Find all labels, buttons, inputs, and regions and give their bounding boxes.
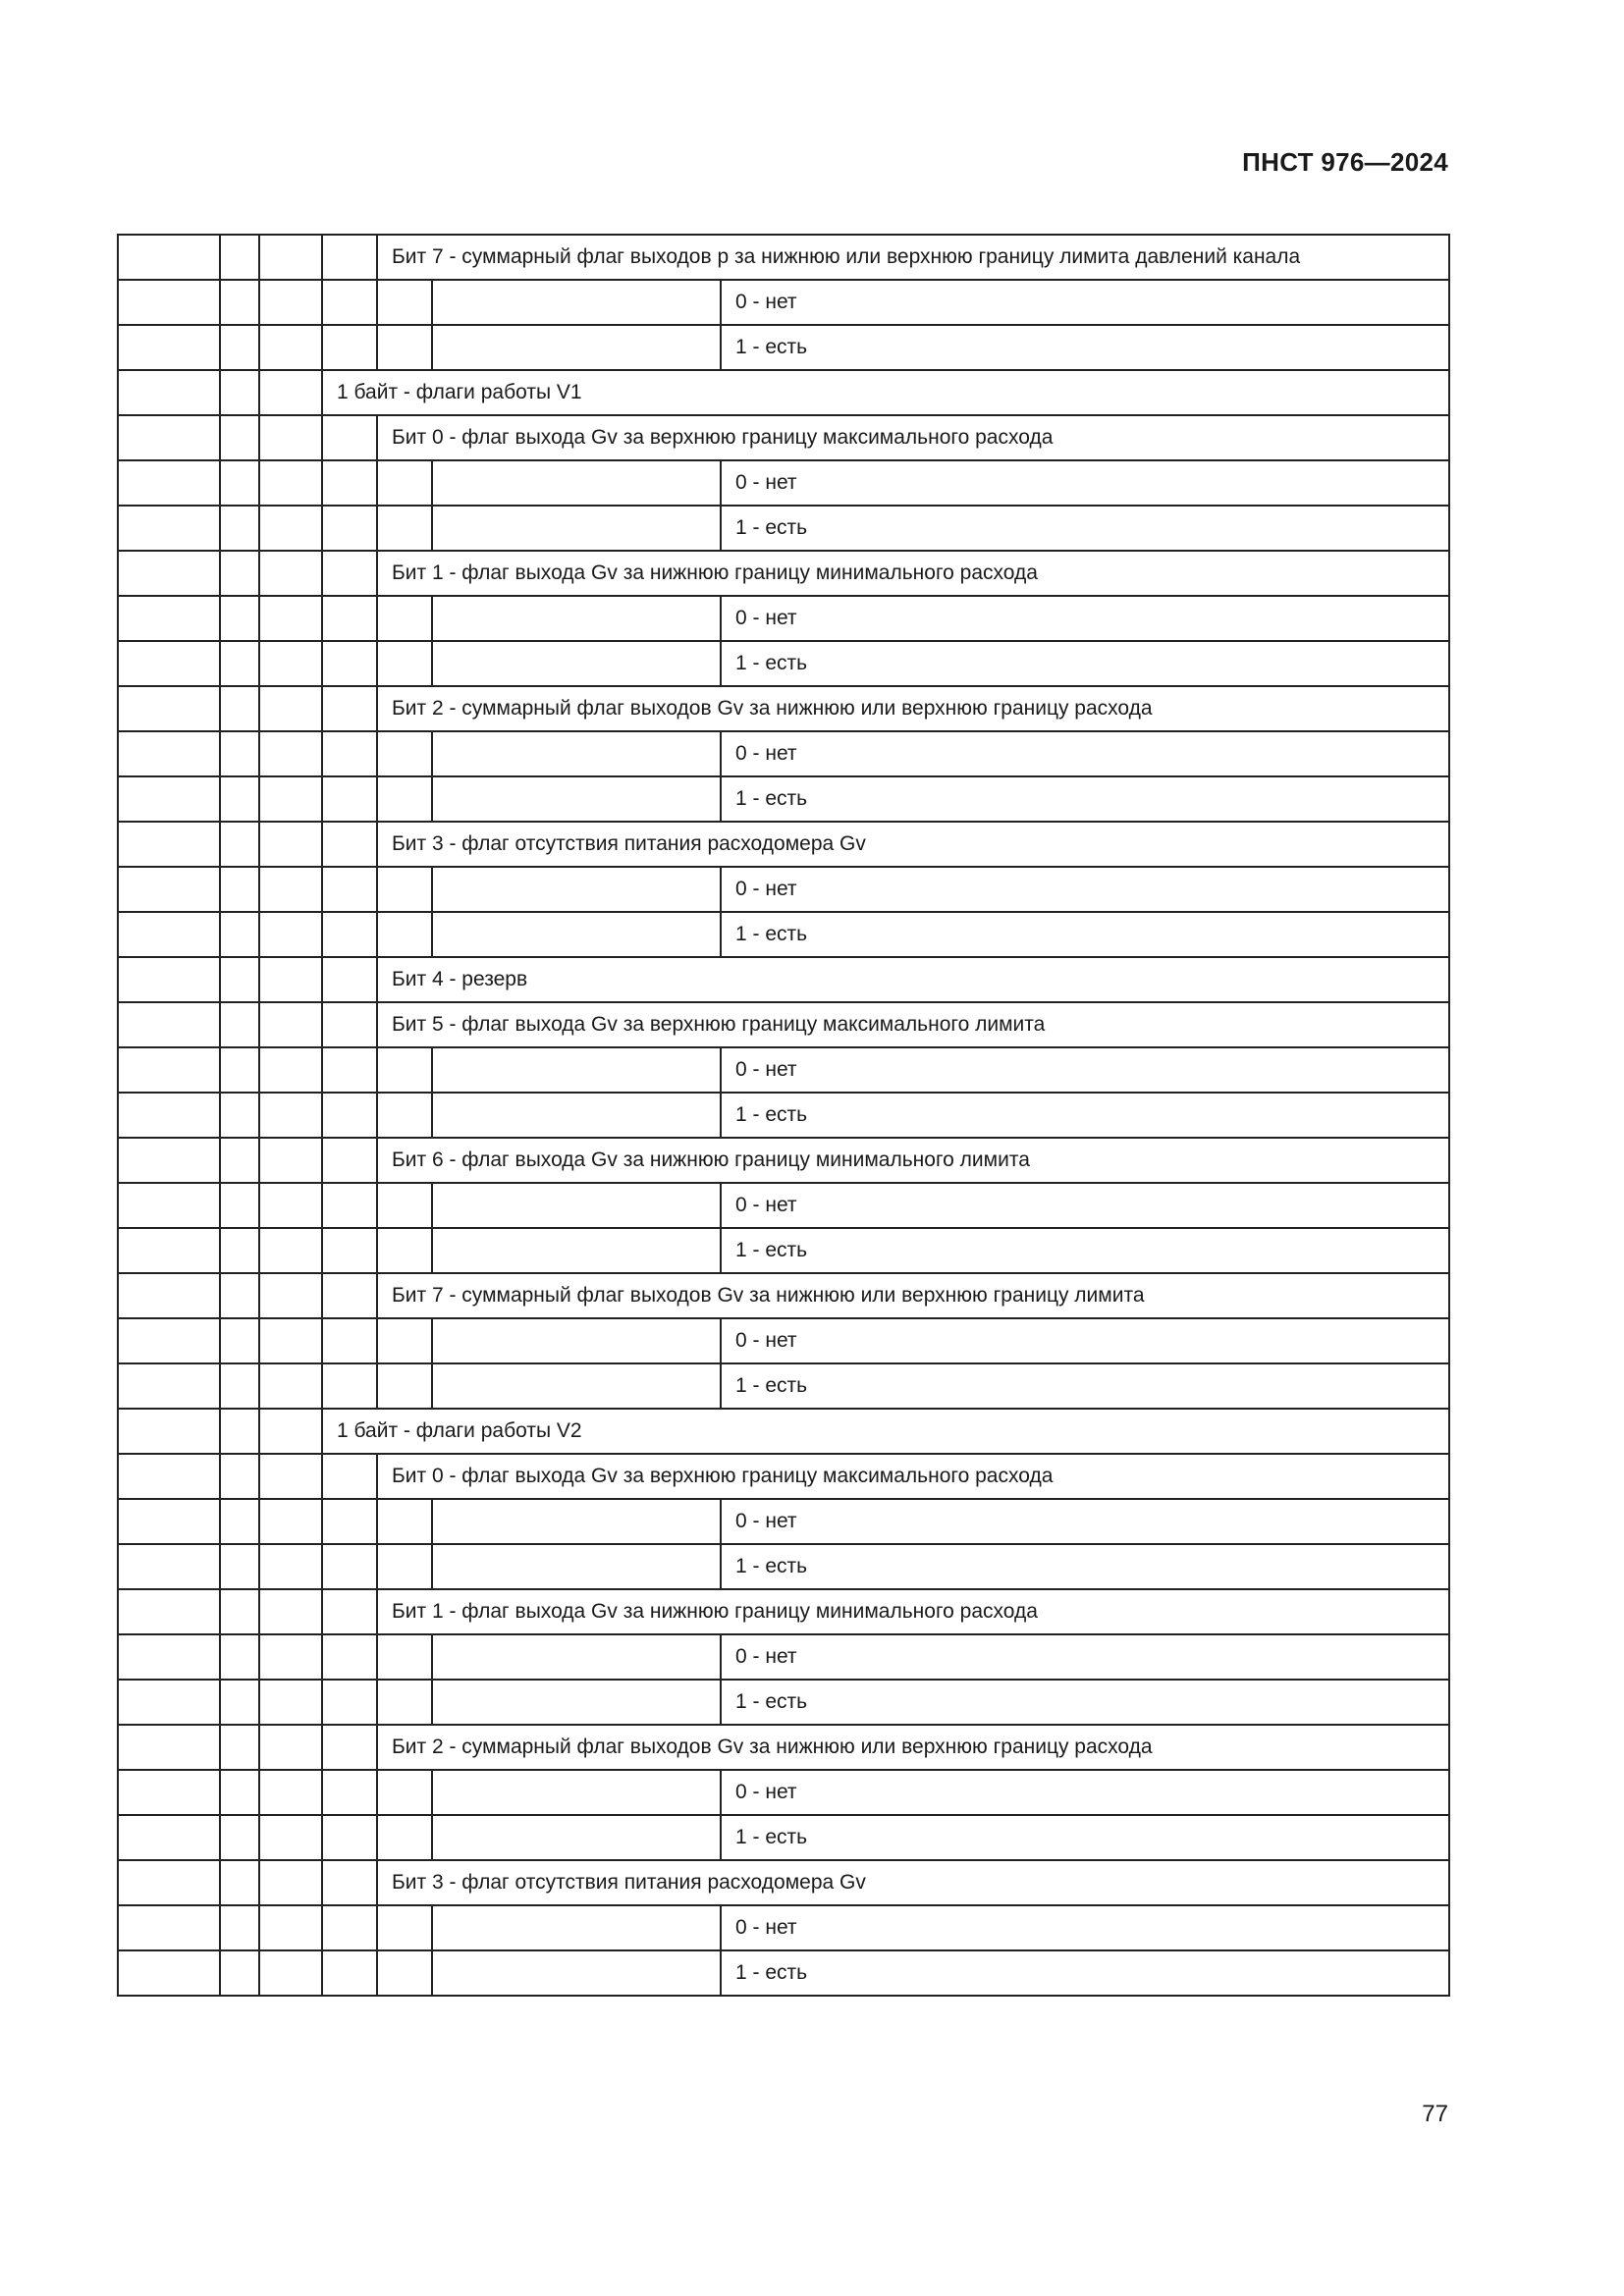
table-row-byte xyxy=(118,370,1449,415)
empty-cell xyxy=(259,1318,322,1363)
empty-cell xyxy=(259,1950,322,1996)
bit-description-cell: Бит 4 - резерв xyxy=(377,957,1449,1002)
value-description-cell: 1 - есть xyxy=(721,1815,1449,1860)
empty-cell xyxy=(118,1634,220,1680)
table-row-value xyxy=(118,1318,1449,1363)
empty-cell xyxy=(259,460,322,506)
table-row-value xyxy=(118,1499,1449,1544)
table-row-value xyxy=(118,1950,1449,1996)
value-description-cell: 0 - нет xyxy=(721,1183,1449,1228)
empty-cell xyxy=(377,1228,432,1273)
empty-cell xyxy=(322,1273,377,1318)
empty-cell xyxy=(259,325,322,370)
empty-cell xyxy=(377,1499,432,1544)
empty-cell xyxy=(432,1318,721,1363)
empty-cell xyxy=(377,1183,432,1228)
table-row-bit xyxy=(118,957,1449,1002)
empty-cell xyxy=(220,686,259,731)
empty-cell xyxy=(432,280,721,325)
empty-cell xyxy=(322,551,377,596)
empty-cell xyxy=(259,506,322,551)
empty-cell xyxy=(377,596,432,641)
value-description-cell: 0 - нет xyxy=(721,1318,1449,1363)
table-row-value xyxy=(118,912,1449,957)
empty-cell xyxy=(220,1183,259,1228)
table-row-byte xyxy=(118,1409,1449,1454)
value-description-cell: 1 - есть xyxy=(721,912,1449,957)
empty-cell xyxy=(118,731,220,776)
empty-cell xyxy=(118,1544,220,1589)
bit-description-cell: Бит 2 - суммарный флаг выходов Gv за нижнюю или верхнюю границу расхода xyxy=(377,686,1449,731)
table-row-value xyxy=(118,1680,1449,1725)
empty-cell xyxy=(220,776,259,822)
empty-cell xyxy=(322,1860,377,1905)
empty-cell xyxy=(432,1905,721,1950)
empty-cell xyxy=(259,957,322,1002)
value-description-cell: 0 - нет xyxy=(721,1770,1449,1815)
empty-cell xyxy=(432,912,721,957)
empty-cell xyxy=(322,641,377,686)
table-row-value xyxy=(118,280,1449,325)
empty-cell xyxy=(322,1138,377,1183)
empty-cell xyxy=(118,822,220,867)
bit-description-cell: Бит 3 - флаг отсутствия питания расходомера Gv xyxy=(377,1860,1449,1905)
empty-cell xyxy=(118,506,220,551)
empty-cell xyxy=(118,460,220,506)
empty-cell xyxy=(432,1047,721,1093)
empty-cell xyxy=(259,1138,322,1183)
empty-cell xyxy=(118,1905,220,1950)
empty-cell xyxy=(118,1815,220,1860)
empty-cell xyxy=(322,1589,377,1634)
empty-cell xyxy=(118,1589,220,1634)
bit-description-cell: Бит 2 - суммарный флаг выходов Gv за нижнюю или верхнюю границу расхода xyxy=(377,1725,1449,1770)
register-flags-table-container xyxy=(117,234,1448,1997)
empty-cell xyxy=(118,1409,220,1454)
empty-cell xyxy=(220,1725,259,1770)
empty-cell xyxy=(118,957,220,1002)
empty-cell xyxy=(432,867,721,912)
empty-cell xyxy=(220,1544,259,1589)
table-row-bit xyxy=(118,1002,1449,1047)
table-row-value xyxy=(118,1183,1449,1228)
empty-cell xyxy=(377,731,432,776)
empty-cell xyxy=(377,1950,432,1996)
empty-cell xyxy=(377,280,432,325)
empty-cell xyxy=(377,1363,432,1409)
empty-cell xyxy=(259,1093,322,1138)
empty-cell xyxy=(118,1183,220,1228)
table-row-value xyxy=(118,731,1449,776)
empty-cell xyxy=(377,325,432,370)
empty-cell xyxy=(220,415,259,460)
value-description-cell: 0 - нет xyxy=(721,731,1449,776)
empty-cell xyxy=(377,460,432,506)
empty-cell xyxy=(220,867,259,912)
table-row-bit xyxy=(118,1138,1449,1183)
empty-cell xyxy=(220,1047,259,1093)
empty-cell xyxy=(220,1770,259,1815)
register-flags-table xyxy=(117,234,1450,1997)
empty-cell xyxy=(220,957,259,1002)
empty-cell xyxy=(322,957,377,1002)
bit-description-cell: Бит 5 - флаг выхода Gv за верхнюю границу максимального лимита xyxy=(377,1002,1449,1047)
empty-cell xyxy=(259,1002,322,1047)
empty-cell xyxy=(259,1634,322,1680)
table-row-value xyxy=(118,1363,1449,1409)
value-description-cell: 1 - есть xyxy=(721,1950,1449,1996)
empty-cell xyxy=(220,1589,259,1634)
table-row-bit xyxy=(118,686,1449,731)
empty-cell xyxy=(259,1183,322,1228)
empty-cell xyxy=(322,460,377,506)
empty-cell xyxy=(322,596,377,641)
empty-cell xyxy=(118,596,220,641)
empty-cell xyxy=(432,1228,721,1273)
empty-cell xyxy=(220,325,259,370)
empty-cell xyxy=(322,867,377,912)
empty-cell xyxy=(220,1680,259,1725)
empty-cell xyxy=(220,1950,259,1996)
value-description-cell: 0 - нет xyxy=(721,1634,1449,1680)
empty-cell xyxy=(322,1228,377,1273)
empty-cell xyxy=(220,1318,259,1363)
empty-cell xyxy=(259,776,322,822)
value-description-cell: 1 - есть xyxy=(721,506,1449,551)
empty-cell xyxy=(220,731,259,776)
empty-cell xyxy=(432,1544,721,1589)
empty-cell xyxy=(220,596,259,641)
empty-cell xyxy=(259,1544,322,1589)
empty-cell xyxy=(377,1093,432,1138)
empty-cell xyxy=(322,1905,377,1950)
empty-cell xyxy=(118,1680,220,1725)
empty-cell xyxy=(118,1228,220,1273)
bit-description-cell: Бит 6 - флаг выхода Gv за нижнюю границу минимального лимита xyxy=(377,1138,1449,1183)
empty-cell xyxy=(118,1273,220,1318)
empty-cell xyxy=(322,1047,377,1093)
empty-cell xyxy=(322,776,377,822)
empty-cell xyxy=(118,867,220,912)
table-row-bit xyxy=(118,1454,1449,1499)
empty-cell xyxy=(322,1725,377,1770)
empty-cell xyxy=(220,280,259,325)
empty-cell xyxy=(377,867,432,912)
value-description-cell: 0 - нет xyxy=(721,596,1449,641)
empty-cell xyxy=(432,1183,721,1228)
empty-cell xyxy=(432,1634,721,1680)
empty-cell xyxy=(432,460,721,506)
empty-cell xyxy=(259,1363,322,1409)
empty-cell xyxy=(432,1950,721,1996)
table-row-value xyxy=(118,1544,1449,1589)
empty-cell xyxy=(377,912,432,957)
value-description-cell: 1 - есть xyxy=(721,1093,1449,1138)
empty-cell xyxy=(118,415,220,460)
empty-cell xyxy=(220,1815,259,1860)
value-description-cell: 0 - нет xyxy=(721,867,1449,912)
empty-cell xyxy=(377,776,432,822)
empty-cell xyxy=(322,415,377,460)
empty-cell xyxy=(259,867,322,912)
empty-cell xyxy=(322,1815,377,1860)
empty-cell xyxy=(118,1318,220,1363)
empty-cell xyxy=(432,325,721,370)
table-row-value xyxy=(118,460,1449,506)
empty-cell xyxy=(220,1454,259,1499)
table-row-bit xyxy=(118,822,1449,867)
value-description-cell: 0 - нет xyxy=(721,280,1449,325)
empty-cell xyxy=(259,641,322,686)
empty-cell xyxy=(322,822,377,867)
value-description-cell: 1 - есть xyxy=(721,1680,1449,1725)
empty-cell xyxy=(377,1905,432,1950)
value-description-cell: 1 - есть xyxy=(721,1228,1449,1273)
empty-cell xyxy=(432,1770,721,1815)
empty-cell xyxy=(259,1770,322,1815)
empty-cell xyxy=(220,1409,259,1454)
empty-cell xyxy=(322,1093,377,1138)
empty-cell xyxy=(322,1363,377,1409)
table-row-value xyxy=(118,1047,1449,1093)
empty-cell xyxy=(259,822,322,867)
empty-cell xyxy=(322,1770,377,1815)
table-row-value xyxy=(118,596,1449,641)
empty-cell xyxy=(118,1093,220,1138)
table-row-bit xyxy=(118,1589,1449,1634)
empty-cell xyxy=(377,1318,432,1363)
empty-cell xyxy=(322,1183,377,1228)
value-description-cell: 1 - есть xyxy=(721,776,1449,822)
value-description-cell: 0 - нет xyxy=(721,460,1449,506)
bit-description-cell: Бит 7 - суммарный флаг выходов Gv за нижнюю или верхнюю границу лимита xyxy=(377,1273,1449,1318)
bit-description-cell: Бит 0 - флаг выхода Gv за верхнюю границу максимального расхода xyxy=(377,415,1449,460)
empty-cell xyxy=(322,1950,377,1996)
table-row-bit xyxy=(118,1273,1449,1318)
empty-cell xyxy=(432,1499,721,1544)
empty-cell xyxy=(220,1499,259,1544)
empty-cell xyxy=(377,506,432,551)
empty-cell xyxy=(377,1544,432,1589)
value-description-cell: 1 - есть xyxy=(721,641,1449,686)
empty-cell xyxy=(377,641,432,686)
empty-cell xyxy=(118,686,220,731)
bit-description-cell: Бит 0 - флаг выхода Gv за верхнюю границу максимального расхода xyxy=(377,1454,1449,1499)
empty-cell xyxy=(322,506,377,551)
table-row-bit xyxy=(118,1860,1449,1905)
empty-cell xyxy=(118,776,220,822)
empty-cell xyxy=(118,1725,220,1770)
empty-cell xyxy=(322,1002,377,1047)
value-description-cell: 0 - нет xyxy=(721,1905,1449,1950)
value-description-cell: 0 - нет xyxy=(721,1047,1449,1093)
table-row-bit xyxy=(118,415,1449,460)
empty-cell xyxy=(259,1409,322,1454)
table-row-value xyxy=(118,776,1449,822)
empty-cell xyxy=(432,506,721,551)
table-row-bit xyxy=(118,235,1449,280)
empty-cell xyxy=(118,1047,220,1093)
empty-cell xyxy=(432,1093,721,1138)
empty-cell xyxy=(322,280,377,325)
empty-cell xyxy=(259,686,322,731)
table-row-value xyxy=(118,1093,1449,1138)
empty-cell xyxy=(118,1454,220,1499)
empty-cell xyxy=(432,1680,721,1725)
empty-cell xyxy=(118,1860,220,1905)
document-code: ПНСТ 976—2024 xyxy=(1242,147,1448,177)
empty-cell xyxy=(259,731,322,776)
empty-cell xyxy=(118,370,220,415)
empty-cell xyxy=(322,731,377,776)
empty-cell xyxy=(322,1499,377,1544)
value-description-cell: 1 - есть xyxy=(721,325,1449,370)
empty-cell xyxy=(322,686,377,731)
empty-cell xyxy=(259,1725,322,1770)
empty-cell xyxy=(220,235,259,280)
table-row-value xyxy=(118,325,1449,370)
empty-cell xyxy=(259,1815,322,1860)
empty-cell xyxy=(220,912,259,957)
table-row-value xyxy=(118,1228,1449,1273)
empty-cell xyxy=(259,1228,322,1273)
page-number: 77 xyxy=(1422,2101,1448,2127)
table-row-value xyxy=(118,506,1449,551)
table-row-bit xyxy=(118,551,1449,596)
empty-cell xyxy=(220,1634,259,1680)
empty-cell xyxy=(377,1680,432,1725)
value-description-cell: 0 - нет xyxy=(721,1499,1449,1544)
empty-cell xyxy=(220,506,259,551)
empty-cell xyxy=(259,1047,322,1093)
empty-cell xyxy=(322,325,377,370)
table-row-value xyxy=(118,1634,1449,1680)
empty-cell xyxy=(432,1363,721,1409)
empty-cell xyxy=(322,1634,377,1680)
empty-cell xyxy=(322,1454,377,1499)
empty-cell xyxy=(220,1138,259,1183)
bit-description-cell: Бит 1 - флаг выхода Gv за нижнюю границу минимального расхода xyxy=(377,1589,1449,1634)
value-description-cell: 1 - есть xyxy=(721,1363,1449,1409)
empty-cell xyxy=(220,1363,259,1409)
empty-cell xyxy=(377,1047,432,1093)
empty-cell xyxy=(220,460,259,506)
byte-description-cell: 1 байт - флаги работы V1 xyxy=(322,370,1449,415)
empty-cell xyxy=(118,280,220,325)
empty-cell xyxy=(259,1680,322,1725)
empty-cell xyxy=(322,1680,377,1725)
empty-cell xyxy=(118,1363,220,1409)
empty-cell xyxy=(220,1093,259,1138)
table-row-value xyxy=(118,1905,1449,1950)
empty-cell xyxy=(432,641,721,686)
empty-cell xyxy=(220,551,259,596)
empty-cell xyxy=(259,415,322,460)
empty-cell xyxy=(259,912,322,957)
empty-cell xyxy=(259,1499,322,1544)
empty-cell xyxy=(322,912,377,957)
empty-cell xyxy=(259,1589,322,1634)
empty-cell xyxy=(220,641,259,686)
empty-cell xyxy=(118,325,220,370)
bit-description-cell: Бит 3 - флаг отсутствия питания расходомера Gv xyxy=(377,822,1449,867)
value-description-cell: 1 - есть xyxy=(721,1544,1449,1589)
empty-cell xyxy=(259,596,322,641)
empty-cell xyxy=(118,912,220,957)
empty-cell xyxy=(259,1273,322,1318)
bit-description-cell: Бит 7 - суммарный флаг выходов p за нижнюю или верхнюю границу лимита давлений канала xyxy=(377,235,1449,280)
empty-cell xyxy=(118,641,220,686)
empty-cell xyxy=(259,1860,322,1905)
bit-description-cell: Бит 1 - флаг выхода Gv за нижнюю границу минимального расхода xyxy=(377,551,1449,596)
empty-cell xyxy=(118,1138,220,1183)
table-row-value xyxy=(118,641,1449,686)
empty-cell xyxy=(118,235,220,280)
empty-cell xyxy=(220,1273,259,1318)
empty-cell xyxy=(118,551,220,596)
empty-cell xyxy=(220,370,259,415)
empty-cell xyxy=(432,731,721,776)
empty-cell xyxy=(432,776,721,822)
empty-cell xyxy=(259,370,322,415)
table-row-value xyxy=(118,1815,1449,1860)
table-row-value xyxy=(118,1770,1449,1815)
empty-cell xyxy=(259,280,322,325)
empty-cell xyxy=(259,1454,322,1499)
empty-cell xyxy=(118,1002,220,1047)
empty-cell xyxy=(322,235,377,280)
empty-cell xyxy=(220,822,259,867)
empty-cell xyxy=(432,1815,721,1860)
empty-cell xyxy=(220,1905,259,1950)
empty-cell xyxy=(432,596,721,641)
empty-cell xyxy=(220,1228,259,1273)
empty-cell xyxy=(118,1950,220,1996)
empty-cell xyxy=(259,235,322,280)
empty-cell xyxy=(377,1815,432,1860)
empty-cell xyxy=(118,1770,220,1815)
table-row-bit xyxy=(118,1725,1449,1770)
table-row-value xyxy=(118,867,1449,912)
empty-cell xyxy=(322,1544,377,1589)
empty-cell xyxy=(118,1499,220,1544)
byte-description-cell: 1 байт - флаги работы V2 xyxy=(322,1409,1449,1454)
empty-cell xyxy=(220,1860,259,1905)
empty-cell xyxy=(377,1634,432,1680)
empty-cell xyxy=(259,551,322,596)
table-body xyxy=(118,235,1449,1996)
empty-cell xyxy=(259,1905,322,1950)
empty-cell xyxy=(220,1002,259,1047)
empty-cell xyxy=(322,1318,377,1363)
empty-cell xyxy=(377,1770,432,1815)
